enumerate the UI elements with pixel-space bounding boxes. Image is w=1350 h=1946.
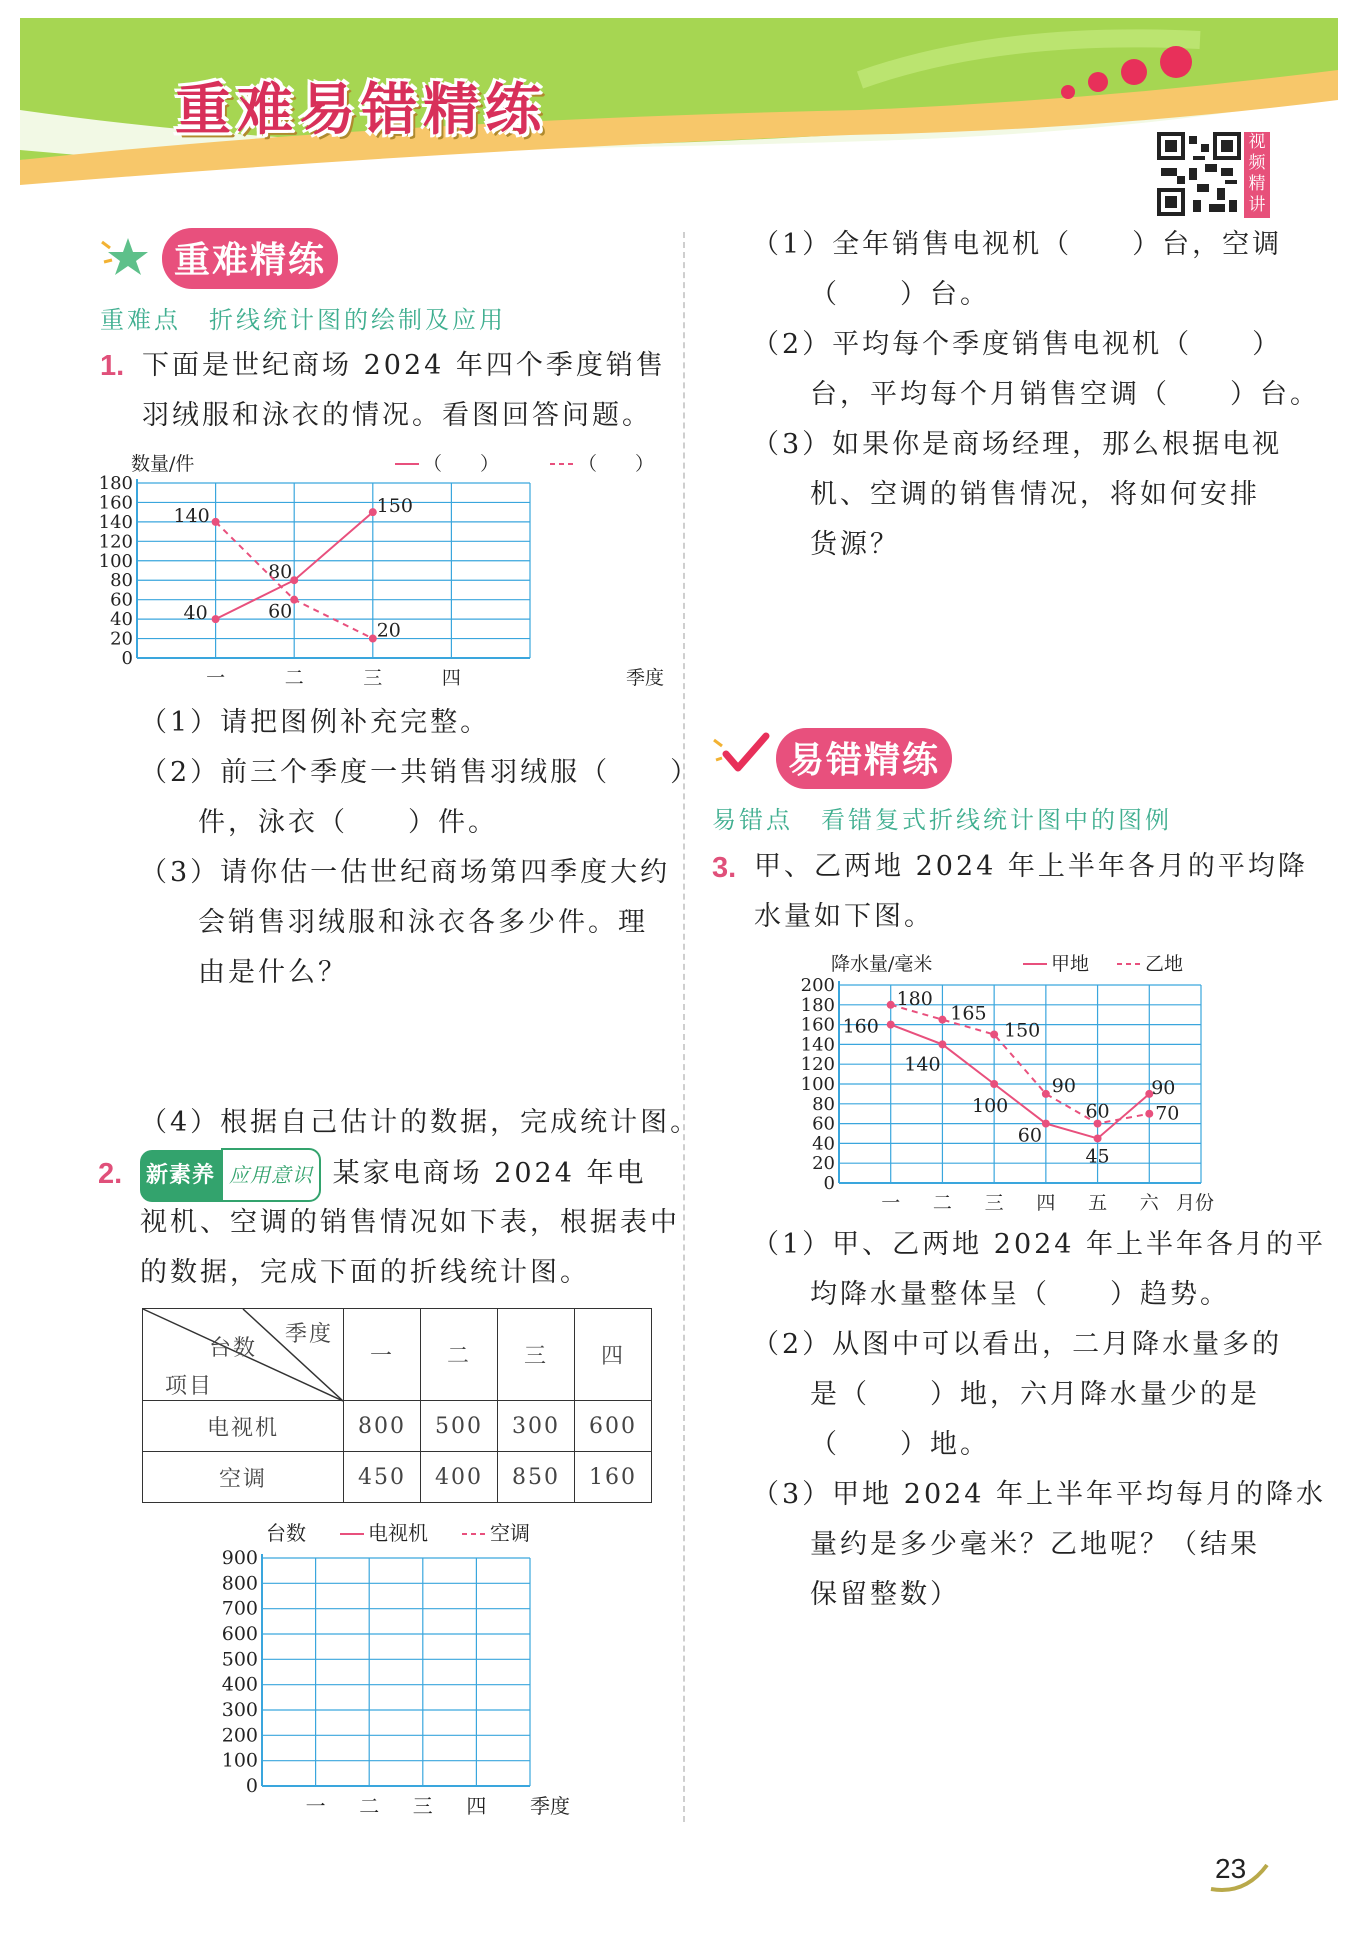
question-1-sub3-line: 由是什么？ (198, 957, 348, 988)
question-3-sub1-line: 均降水量整体呈（ ）趋势。 (810, 1279, 1230, 1310)
series-line (891, 1025, 1150, 1139)
y-tick-label: 160 (98, 492, 133, 514)
table-cell: 500 (421, 1401, 498, 1452)
table-header: 一 (344, 1309, 421, 1401)
data-point (990, 1031, 998, 1039)
error-point-text: 看错复式折线统计图中的图例 (821, 806, 1172, 834)
chart-q1 (98, 440, 675, 690)
y-tick-label: 0 (245, 1775, 258, 1797)
question-3-sub3-line: 保留整数） (810, 1579, 960, 1610)
data-point (1094, 1134, 1102, 1142)
x-tick-label: 一 (305, 1794, 326, 1818)
y-tick-label: 140 (800, 1034, 835, 1056)
y-tick-label: 900 (221, 1547, 258, 1569)
data-label: 100 (972, 1095, 1009, 1117)
y-tick-label: 700 (221, 1597, 258, 1620)
checkmark-icon (712, 730, 772, 776)
error-point-heading (712, 800, 1200, 835)
y-tick-label: 120 (98, 531, 133, 553)
error-point-label: 易错点 (712, 806, 793, 834)
table-row (143, 1401, 652, 1452)
table-cell: 400 (421, 1452, 498, 1503)
y-tick-label: 80 (812, 1093, 835, 1115)
y-tick-label: 20 (110, 628, 133, 650)
data-label: 90 (1151, 1076, 1176, 1099)
question-1-sub3-line: 会销售羽绒服和泳衣各多少件。理 (198, 907, 648, 938)
y-tick-label: 200 (221, 1724, 258, 1747)
question-3-line: 甲、乙两地 2024 年上半年各月的平均降 (754, 851, 1308, 882)
table-header: 二 (421, 1309, 498, 1401)
y-tick-label: 20 (812, 1153, 835, 1175)
question-2-line: 的数据，完成下面的折线统计图。 (140, 1257, 590, 1288)
question-2-sub3 (752, 420, 1282, 570)
question-1-line: 羽绒服和泳衣的情况。看图回答问题。 (142, 400, 652, 431)
data-label: 40 (183, 602, 208, 625)
question-2-sub1-line: （ ）台。 (810, 279, 990, 310)
star-icon (100, 232, 156, 278)
question-3-line: 水量如下图。 (754, 901, 934, 932)
question-3-number: 3. (712, 852, 737, 884)
table-cell: 850 (498, 1452, 575, 1503)
table-header: 三 (498, 1309, 575, 1401)
page-title: 重难易错精练 (175, 78, 547, 143)
x-tick-label: 四 (466, 1794, 487, 1818)
question-2-sub1 (752, 220, 1282, 320)
data-label: 160 (842, 1015, 879, 1038)
question-2-sub3-line: （3）如果你是商场经理，那么根据电视 (752, 429, 1283, 460)
y-tick-label: 500 (221, 1648, 258, 1671)
y-tick-label: 400 (221, 1673, 258, 1696)
question-2-line: 某家电商场 2024 年电 (332, 1158, 647, 1189)
legend-label: 空调 (490, 1521, 530, 1545)
question-1-number: 1. (100, 350, 125, 382)
data-label: 150 (1004, 1019, 1041, 1042)
y-tick-label: 120 (800, 1054, 835, 1076)
y-axis-label: 数量/件 (131, 453, 195, 475)
question-3-sub2-line: （ ）地。 (810, 1429, 990, 1460)
question-1-sub3-line: （3）请你估一估世纪商场第四季度大约 (140, 857, 671, 888)
data-point (938, 1040, 946, 1048)
y-tick-label: 600 (221, 1623, 258, 1645)
question-2-line: 视机、空调的销售情况如下表，根据表中 (140, 1207, 680, 1238)
question-3-sub3-line: 量约是多少毫米？乙地呢？（结果 (810, 1529, 1260, 1560)
y-tick-label: 40 (110, 609, 133, 631)
y-axis-label: 降水量/毫米 (831, 953, 933, 975)
question-1-stem (142, 341, 666, 441)
data-label: 60 (1085, 1100, 1110, 1123)
data-label: 60 (1017, 1124, 1042, 1147)
question-2-sub2-line: （2）平均每个季度销售电视机（ ） (752, 329, 1283, 360)
x-tick-label: 三 (412, 1794, 433, 1818)
data-point (1042, 1090, 1050, 1098)
x-axis-label: 季度 (530, 1794, 570, 1818)
section-badge-key: 重难精练 (162, 228, 338, 289)
data-label: 140 (904, 1053, 941, 1076)
legend-label: 甲地 (1051, 953, 1090, 975)
question-3-stem (754, 842, 1308, 942)
data-label: 140 (173, 504, 210, 527)
data-point (887, 1001, 895, 1009)
table-corner-count: 台数 (209, 1336, 258, 1361)
y-tick-label: 300 (221, 1699, 258, 1721)
question-2-sub3-line: 机、空调的销售情况，将如何安排 (810, 479, 1260, 510)
x-tick-label: 四 (441, 667, 461, 689)
question-3-sub3 (752, 1470, 1326, 1620)
data-point (990, 1080, 998, 1088)
y-tick-label: 160 (800, 1014, 835, 1036)
y-tick-label: 80 (110, 570, 133, 592)
data-label: 60 (268, 600, 293, 623)
question-1-line: 下面是世纪商场 2024 年四个季度销售 (142, 350, 666, 381)
question-3-sub1-line: （1）甲、乙两地 2024 年上半年各月的平 (752, 1229, 1327, 1260)
data-point (1145, 1110, 1153, 1118)
question-1-sub3 (140, 848, 670, 998)
table-row (143, 1452, 652, 1503)
table-row-label: 电视机 (143, 1401, 344, 1452)
question-3-sub2 (752, 1320, 1282, 1470)
question-1-sub1: （1）请把图例补充完整。 (140, 707, 491, 738)
data-point (212, 518, 220, 526)
tag-application: 应用意识 (221, 1148, 321, 1202)
legend-label: 乙地 (1145, 953, 1184, 975)
chart-q2-blank (200, 1520, 600, 1818)
question-3-sub1 (752, 1220, 1326, 1320)
y-tick-label: 60 (110, 589, 133, 611)
question-2-sub3-line: 货源？ (810, 529, 900, 560)
data-point (938, 1016, 946, 1024)
question-3-sub2-line: 是（ ）地，六月降水量少的是 (810, 1379, 1260, 1410)
sales-table (142, 1308, 652, 1503)
tag-new-literacy: 新素养 (140, 1150, 221, 1202)
table-corner-cell (143, 1309, 344, 1401)
legend-label: （ ） (423, 453, 500, 475)
question-3-sub2-line: （2）从图中可以看出，二月降水量多的 (752, 1329, 1283, 1360)
page-number: 23 (1215, 1853, 1247, 1884)
data-label: 45 (1085, 1145, 1110, 1168)
y-tick-label: 100 (98, 550, 133, 572)
y-tick-label: 140 (98, 511, 133, 533)
data-point (1042, 1120, 1050, 1128)
x-tick-label: 六 (1139, 1192, 1159, 1214)
qr-code-icon[interactable] (1157, 132, 1241, 216)
y-axis-label: 台数 (266, 1521, 306, 1545)
table-cell: 800 (344, 1401, 421, 1452)
data-label: 150 (376, 495, 413, 518)
x-tick-label: 四 (1036, 1192, 1056, 1214)
x-axis-label: 月份 (1175, 1192, 1215, 1214)
question-1-sub2-line: 件，泳衣（ ）件。 (198, 807, 498, 838)
legend-label: 电视机 (368, 1521, 428, 1545)
section-badge-error: 易错精练 (776, 728, 952, 789)
table-cell: 600 (575, 1401, 652, 1452)
x-tick-label: 二 (932, 1192, 952, 1214)
question-2-sub2 (752, 320, 1320, 420)
question-2-sub2-line: 台，平均每个月销售空调（ ）台。 (810, 379, 1320, 410)
column-divider (683, 232, 685, 1822)
question-2-stem (140, 1148, 680, 1298)
y-tick-label: 800 (221, 1572, 258, 1595)
x-tick-label: 一 (881, 1192, 901, 1214)
table-cell: 450 (344, 1452, 421, 1503)
y-tick-label: 200 (800, 975, 835, 996)
data-label: 20 (376, 619, 401, 642)
data-label: 90 (1051, 1074, 1076, 1097)
key-point-heading (100, 300, 534, 335)
y-tick-label: 60 (812, 1113, 835, 1135)
qr-label: 视频精讲 (1244, 132, 1270, 218)
legend-label: （ ） (578, 453, 655, 475)
data-point (212, 615, 220, 623)
question-2-sub1-line: （1）全年销售电视机（ ）台，空调 (752, 229, 1283, 260)
question-1-sub2-line: （2）前三个季度一共销售羽绒服（ ） (140, 757, 701, 788)
x-tick-label: 三 (363, 667, 383, 689)
question-2-number: 2. (98, 1158, 123, 1190)
data-label: 165 (950, 1002, 987, 1025)
x-tick-label: 一 (206, 667, 226, 689)
y-tick-label: 0 (121, 648, 133, 669)
question-3-sub3-line: （3）甲地 2024 年上半年平均每月的降水 (752, 1479, 1327, 1510)
y-tick-label: 100 (800, 1074, 835, 1095)
y-tick-label: 180 (98, 473, 133, 494)
y-tick-label: 180 (800, 994, 835, 1016)
table-cell: 300 (498, 1401, 575, 1452)
chart-q3 (775, 945, 1215, 1215)
x-tick-label: 二 (284, 667, 304, 689)
table-cell: 160 (575, 1452, 652, 1503)
x-axis-label: 季度 (625, 667, 665, 689)
data-label: 180 (896, 987, 933, 1010)
data-point (887, 1021, 895, 1029)
data-label: 80 (268, 561, 293, 584)
key-point-text: 折线统计图的绘制及应用 (209, 306, 506, 334)
table-corner-season: 季度 (285, 1322, 334, 1347)
y-tick-label: 100 (221, 1749, 258, 1772)
x-tick-label: 五 (1088, 1192, 1108, 1214)
table-corner-item: 项目 (165, 1374, 214, 1399)
question-1-sub2 (140, 748, 700, 848)
y-tick-label: 40 (812, 1133, 835, 1155)
table-header: 四 (575, 1309, 652, 1401)
data-point (369, 635, 377, 643)
data-label: 70 (1155, 1102, 1180, 1125)
data-point (369, 508, 377, 516)
key-point-label: 重难点 (100, 306, 181, 334)
question-1-sub4: （4）根据自己估计的数据，完成统计图。 (140, 1107, 701, 1138)
table-row-label: 空调 (143, 1452, 344, 1503)
x-tick-label: 三 (984, 1192, 1004, 1214)
x-tick-label: 二 (359, 1794, 380, 1818)
y-tick-label: 0 (823, 1173, 835, 1194)
